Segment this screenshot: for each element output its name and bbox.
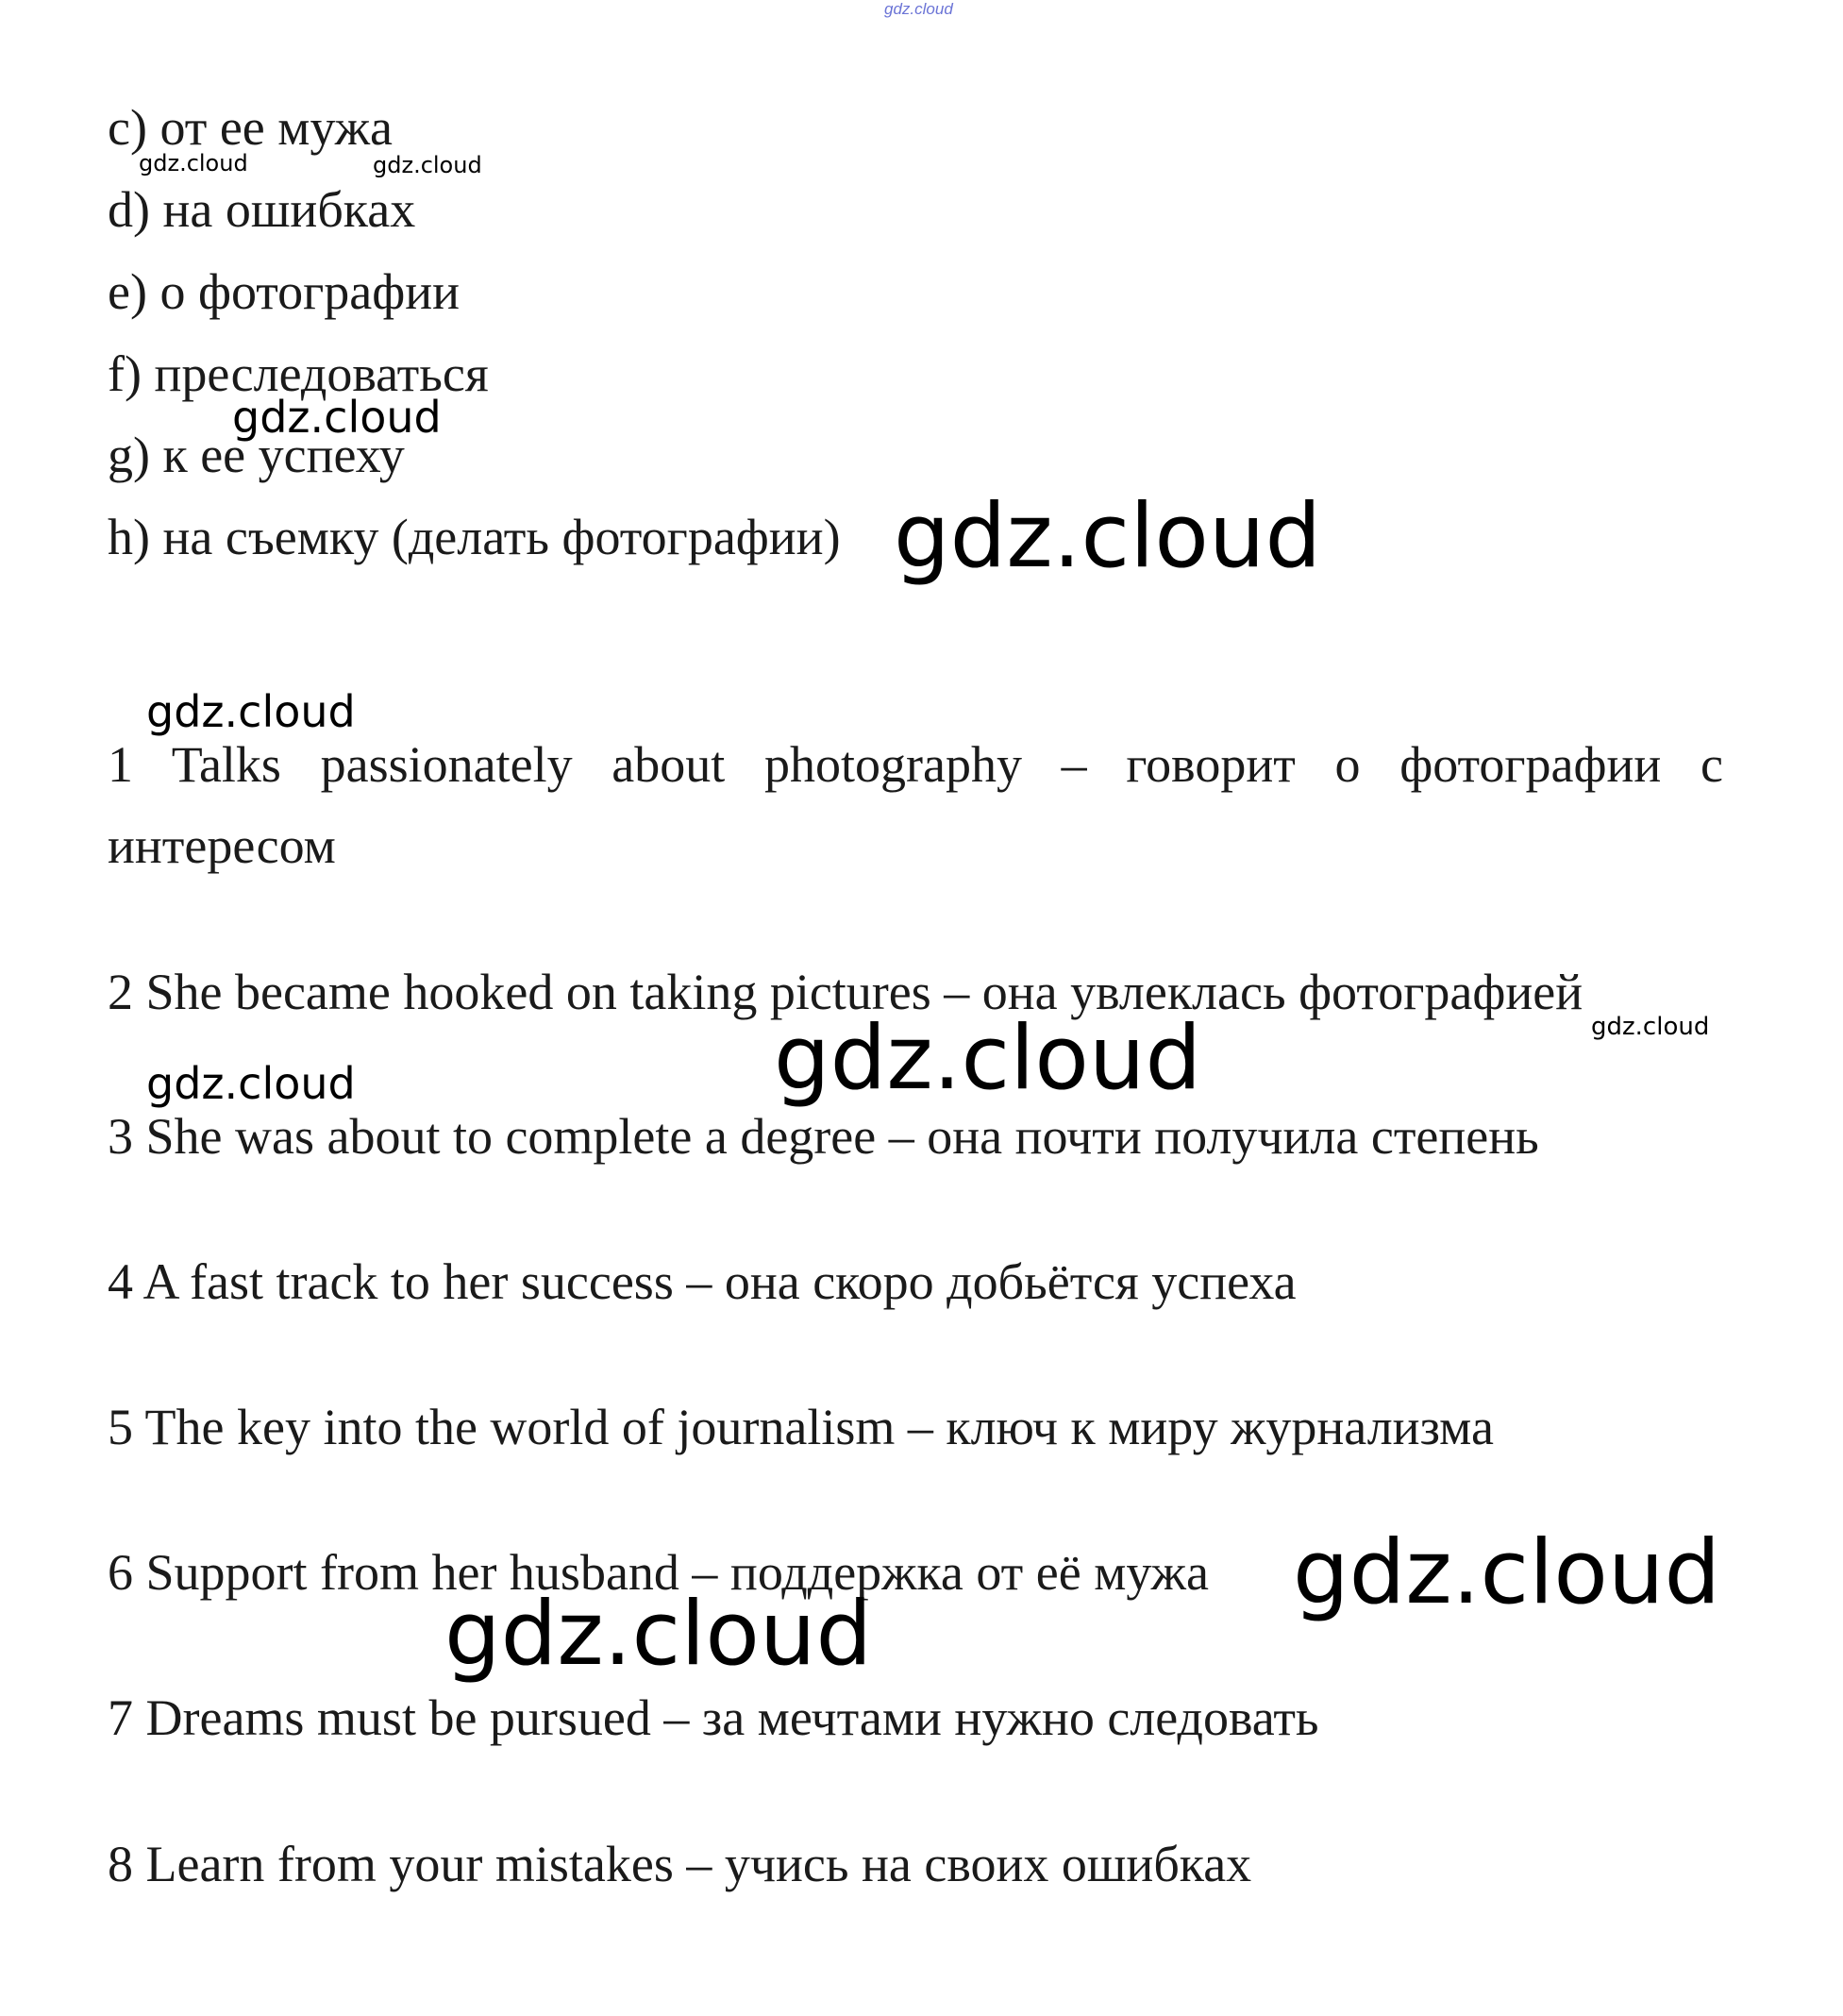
option-f: f) преследоваться (108, 345, 489, 402)
phrase-1-line-2: интересом (108, 817, 336, 874)
phrase-7: 7 Dreams must be pursued – за мечтами нужно следовать (108, 1689, 1319, 1746)
watermark: gdz.cloud (444, 1583, 873, 1686)
option-c: c) от ее мужа (108, 99, 394, 156)
phrase-3: 3 She was about to complete a degree – она почти получила степень (108, 1108, 1539, 1165)
phrase-8: 8 Learn from your mistakes – учись на своих ошибках (108, 1836, 1252, 1892)
phrase-4: 4 A fast track to her success – она скоро добьётся успеха (108, 1253, 1297, 1310)
watermark: gdz.cloud (373, 152, 482, 178)
option-e: e) о фотографии (108, 263, 461, 320)
phrase-1-line-1: 1 Talks passionately about photography – говорит о фотографии с (108, 736, 1723, 793)
top-watermark: gdz.cloud (884, 0, 953, 18)
watermark: gdz.cloud (139, 150, 248, 176)
watermark: gdz.cloud (774, 1007, 1202, 1110)
watermark: gdz.cloud (146, 686, 356, 737)
watermark: gdz.cloud (894, 485, 1322, 588)
watermark: gdz.cloud (1591, 1013, 1710, 1041)
watermark: gdz.cloud (1293, 1521, 1721, 1624)
watermark: gdz.cloud (146, 1058, 356, 1109)
phrase-5: 5 The key into the world of journalism – ключ к миру журнализма (108, 1399, 1494, 1455)
watermark: gdz.cloud (232, 392, 442, 443)
option-h: h) на съемку (делать фотографии) (108, 509, 841, 565)
option-g: g) к ее успеху (108, 427, 405, 483)
phrase-2: 2 She became hooked on taking pictures – она увлеклась фотографией (108, 964, 1583, 1020)
phrase-6: 6 Support from her husband – поддержка от её мужа (108, 1544, 1209, 1601)
option-d: d) на ошибках (108, 181, 416, 238)
